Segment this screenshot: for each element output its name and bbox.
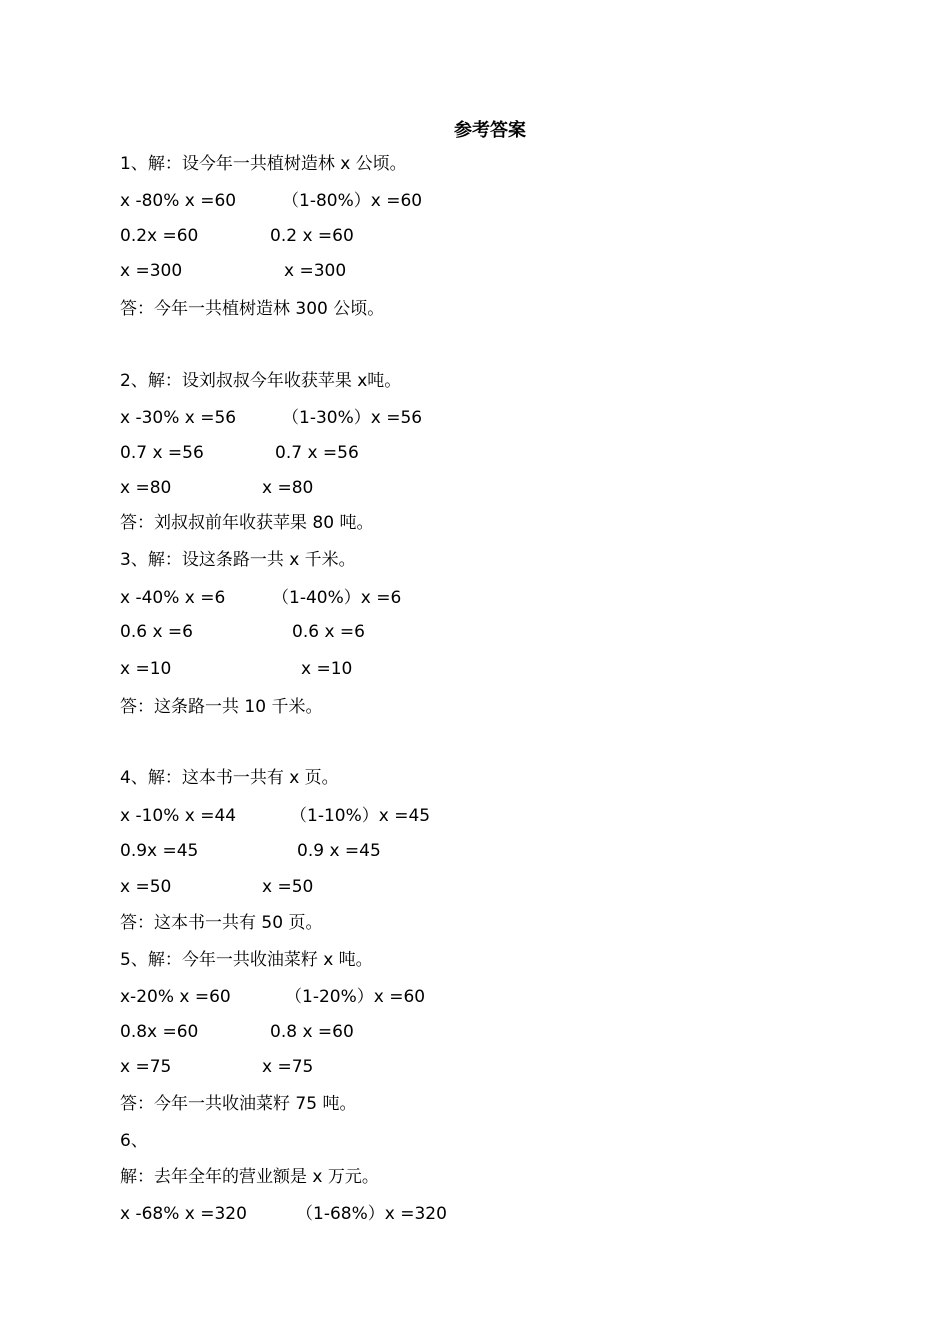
q2-intro: 2、解：设刘叔叔今年收获苹果 x吨。 (120, 371, 402, 391)
q4-answer: 答：这本书一共有 50 页。 (120, 913, 323, 933)
q1-step3-right: x =300 (284, 261, 347, 281)
q4-step3-left: x =50 (120, 877, 172, 897)
q5-step2-right: 0.8 x =60 (270, 1022, 354, 1042)
q6-step1-left: x -68% x =320 (120, 1204, 247, 1224)
q1-step2-left: 0.2x =60 (120, 226, 199, 246)
q4-step1-right: （1-10%）x =45 (290, 806, 431, 826)
q5-step2-left: 0.8x =60 (120, 1022, 199, 1042)
q5-step3-left: x =75 (120, 1057, 172, 1077)
q5-intro: 5、解：今年一共收油菜籽 x 吨。 (120, 950, 373, 970)
q5-answer: 答：今年一共收油菜籽 75 吨。 (120, 1094, 357, 1114)
q5-step3-right: x =75 (262, 1057, 314, 1077)
q3-step1-right: （1-40%）x =6 (272, 588, 402, 608)
q5-step1-right: （1-20%）x =60 (285, 987, 426, 1007)
q2-step3-left: x =80 (120, 478, 172, 498)
q3-step2-left: 0.6 x =6 (120, 622, 193, 642)
q5-step1-left: x-20% x =60 (120, 987, 231, 1007)
page-title: 参考答案 (454, 120, 526, 141)
q2-step2-left: 0.7 x =56 (120, 443, 204, 463)
q6-step1-right: （1-68%）x =320 (296, 1204, 447, 1224)
q1-step2-right: 0.2 x =60 (270, 226, 354, 246)
q6-number: 6、 (120, 1131, 148, 1151)
q3-step2-right: 0.6 x =6 (292, 622, 365, 642)
q1-answer: 答：今年一共植树造林 300 公顷。 (120, 299, 385, 319)
q4-step2-left: 0.9x =45 (120, 841, 199, 861)
q4-step2-right: 0.9 x =45 (297, 841, 381, 861)
q3-intro: 3、解：设这条路一共 x 千米。 (120, 550, 356, 570)
q3-step3-right: x =10 (301, 659, 353, 679)
q2-step3-right: x =80 (262, 478, 314, 498)
q1-intro: 1、解：设今年一共植树造林 x 公顷。 (120, 154, 407, 174)
q2-step2-right: 0.7 x =56 (275, 443, 359, 463)
q2-answer: 答：刘叔叔前年收获苹果 80 吨。 (120, 513, 374, 533)
q4-intro: 4、解：这本书一共有 x 页。 (120, 768, 339, 788)
q3-step3-left: x =10 (120, 659, 172, 679)
q6-intro: 解：去年全年的营业额是 x 万元。 (120, 1167, 379, 1187)
q4-step1-left: x -10% x =44 (120, 806, 237, 826)
q3-answer: 答：这条路一共 10 千米。 (120, 697, 323, 717)
q1-step1-right: （1-80%）x =60 (282, 191, 423, 211)
q2-step1-right: （1-30%）x =56 (282, 408, 423, 428)
q4-step3-right: x =50 (262, 877, 314, 897)
q3-step1-left: x -40% x =6 (120, 588, 226, 608)
q2-step1-left: x -30% x =56 (120, 408, 237, 428)
q1-step3-left: x =300 (120, 261, 183, 281)
q1-step1-left: x -80% x =60 (120, 191, 237, 211)
